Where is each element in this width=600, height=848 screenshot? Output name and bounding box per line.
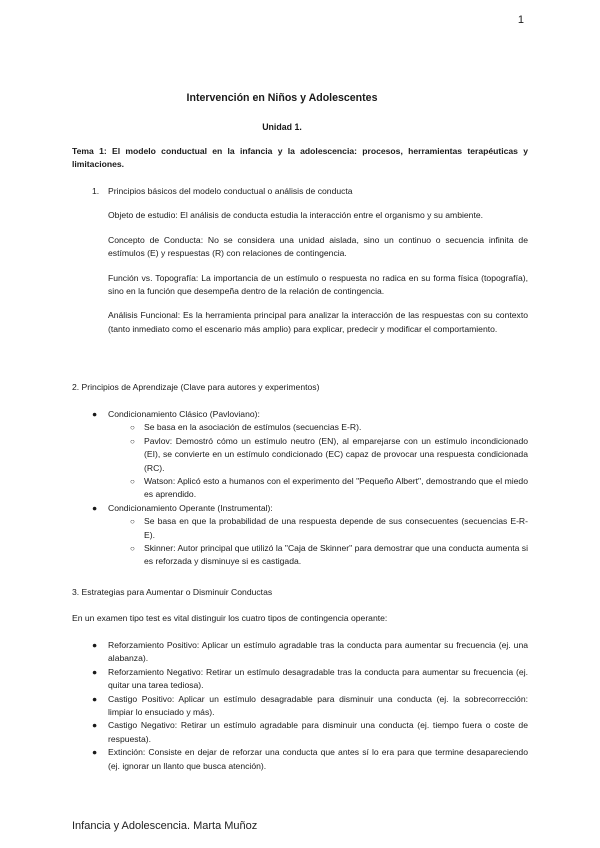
list-item [90,408,528,421]
page-title: Intervención en Niños y Adolescentes [186,92,378,104]
list-item-label: Condicionamiento Operante (Instrumental): [108,502,273,513]
circle-bullet-icon: ○ [130,517,135,527]
list-item [90,719,528,746]
circle-bullet-icon: ○ [130,436,135,446]
section-1-heading [92,185,528,198]
circle-bullet-icon: ○ [130,544,135,554]
paragraph-funcion: Función vs. Topografía: La importancia de un estímulo o respuesta no radica en su forma física (topografía), sino en la función que desempeña dentro de la relación de contingencia. [108,272,528,297]
list-item-text: Castigo Positivo: Aplicar un estímulo desagradable para disminuir una conducta (ej. la sobrecorrección: limpiar lo ensuciado y más). [108,693,528,718]
list-item [90,746,528,773]
sublist-clasico [90,421,528,501]
list-item [90,693,528,720]
section-1-title: Principios básicos del modelo conductual o análisis de conducta [108,186,353,196]
paragraph-objeto: Objeto de estudio: El análisis de conducta estudia la interacción entre el organismo y su ambiente. [108,210,484,221]
bullet-icon: ● [92,640,98,650]
list-item-label: Condicionamiento Clásico (Pavloviano): [108,409,260,419]
bullet-icon: ● [92,747,98,758]
list-item-text: Castigo Negativo: Retirar un estímulo agradable para disminuir una conducta (ej. tiempo fuera o coste de respuesta). [108,720,528,744]
bullet-icon: ● [92,502,98,513]
list-item [90,639,528,666]
sub-list-item-text: Se basa en la asociación de estímulos (secuencias E-R). [144,422,362,433]
list-item-text: Reforzamiento Positivo: Aplicar un estímulo agradable tras la conducta para aumentar su frecuencia (ej. una alabanza). [108,640,528,664]
sub-list-item-text: Pavlov: Demostró cómo un estímulo neutro (EN), al emparejarse con un estímulo incondicionado (EI), se convierte en un estímulo condicionado (EC) capaz de provocar una respuesta condicionada (RC). [144,435,528,473]
sub-list-item-text: Skinner: Autor principal que utilizó la "Caja de Skinner" para demostrar que una conducta aumenta si es reforzada y disminuye si es castigada. [144,543,528,567]
sub-list-item-text: Watson: Aplicó esto a humanos con el experimento del "Pequeño Albert", demostrando que el miedo es aprendido. [144,476,528,500]
bullet-icon: ● [92,409,98,419]
sub-list-item [90,435,528,475]
sub-list-item-text: Se basa en que la probabilidad de una respuesta depende de sus consecuentes (secuencias E-R-E). [144,516,528,540]
list-item-text: Reforzamiento Negativo: Retirar un estímulo desagradable tras la conducta para aumentar su frecuencia (ej. quitar una tarea tediosa). [108,666,528,691]
bullet-icon: ● [92,693,98,704]
list-item-text: Extinción: Consiste en dejar de reforzar una conducta que antes sí lo era para que termine desapareciendo (ej. ignorar un llanto que busca atención). [108,747,528,771]
unit-title: Unidad 1. [262,122,302,132]
section-3-intro: En un examen tipo test es vital distinguir los cuatro tipos de contingencia operante: [72,613,388,623]
sub-list-item [90,542,528,569]
bullet-icon: ● [92,666,98,677]
bullet-icon: ● [92,720,98,731]
topic-label: Tema 1: [72,146,107,156]
sub-list-item [90,515,528,542]
list-item [90,502,528,515]
page-number: 1 [517,14,524,26]
page-footer: Infancia y Adolescencia. Marta Muñoz [72,820,258,832]
section-1 [92,185,528,336]
paragraph-concepto: Concepto de Conducta: No se considera una unidad aislada, sino un continuo o secuencia infinita de estímulos (E) y respuestas (R) con relaciones de contingencia. [108,234,528,259]
sublist-operante [90,515,528,569]
circle-bullet-icon: ○ [130,423,135,433]
topic-heading [72,145,528,172]
sub-list-item [90,475,528,502]
section-1-number: 1. [92,186,100,196]
topic-text: El modelo conductual en la infancia y la adolescencia: procesos, herramientas terapéuticas y limitaciones. [72,146,528,170]
section-3-heading: 3. Estrategias para Aumentar o Disminuir Conductas [72,587,273,597]
circle-bullet-icon: ○ [130,477,135,487]
paragraph-analisis: Análisis Funcional: Es la herramienta principal para analizar la interacción de las respuestas con su contexto (tanto inmediato como el escenario más amplio) para explicar, predecir y modificar el comportamiento. [108,310,528,334]
section-2-heading: 2. Principios de Aprendizaje (Clave para autores y experimentos) [72,382,320,392]
section-2-list [90,408,528,569]
list-item [90,666,528,693]
sub-list-item [90,421,528,434]
section-3-list [90,639,528,773]
